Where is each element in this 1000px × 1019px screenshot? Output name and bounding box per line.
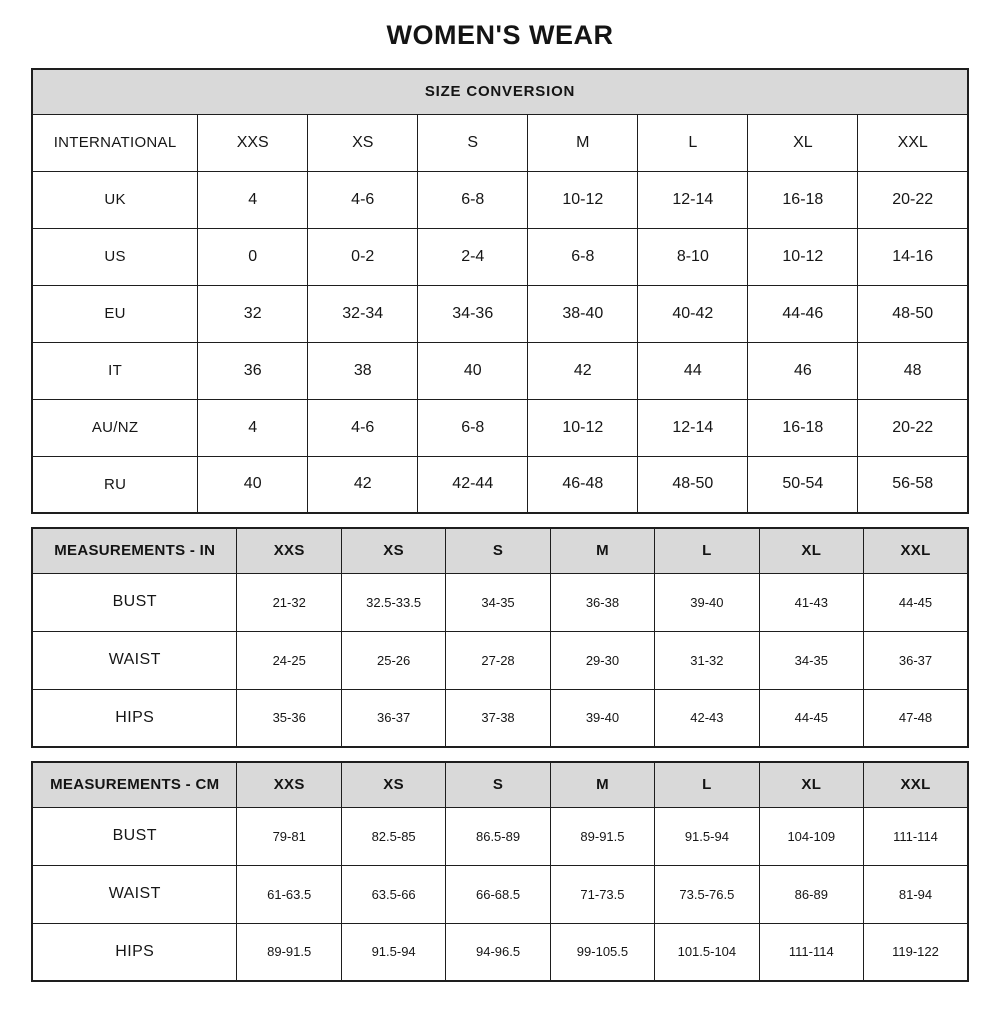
table-row-waist	[32, 865, 968, 923]
table-cell: 40	[418, 342, 528, 399]
table-cell: 4	[198, 399, 308, 456]
table-row-ru	[32, 456, 968, 513]
table-cell: 91.5-94	[341, 923, 445, 981]
table-cell: 41-43	[759, 573, 863, 631]
table-cell: 4-6	[308, 399, 418, 456]
table-cell: 21-32	[237, 573, 341, 631]
table-cell: 111-114	[759, 923, 863, 981]
table-cell: 31-32	[655, 631, 759, 689]
table-cell: 94-96.5	[446, 923, 550, 981]
table-cell: 48	[858, 342, 968, 399]
table-cell: 16-18	[748, 171, 858, 228]
row-label-eu: EU	[32, 285, 198, 342]
table-cell: 47-48	[864, 689, 968, 747]
table-row-aunz	[32, 399, 968, 456]
table-cell: 27-28	[446, 631, 550, 689]
table-cell: 36-37	[864, 631, 968, 689]
column-header-xxl: XXL	[864, 528, 968, 573]
size-conversion-banner: SIZE CONVERSION	[32, 69, 968, 114]
row-label-aunz: AU/NZ	[32, 399, 198, 456]
table-cell: 38	[308, 342, 418, 399]
table-cell: 39-40	[550, 689, 654, 747]
column-header-m: M	[550, 528, 654, 573]
table-cell: 48-50	[858, 285, 968, 342]
row-label-bust: BUST	[32, 573, 237, 631]
table-cell: 14-16	[858, 228, 968, 285]
table-cell: 6-8	[418, 171, 528, 228]
table-cell: 8-10	[638, 228, 748, 285]
table-cell: 46-48	[528, 456, 638, 513]
measurements-in-table	[31, 527, 969, 748]
column-header-row	[32, 762, 968, 807]
column-header-xl: XL	[759, 528, 863, 573]
table-cell: 36-37	[341, 689, 445, 747]
table-cell: 29-30	[550, 631, 654, 689]
table-cell: 86.5-89	[446, 807, 550, 865]
column-header-xxs: XXS	[198, 114, 308, 171]
column-header-international: INTERNATIONAL	[32, 114, 198, 171]
row-label-uk: UK	[32, 171, 198, 228]
column-header-xs: XS	[341, 528, 445, 573]
column-header-xl: XL	[759, 762, 863, 807]
table-cell: 63.5-66	[341, 865, 445, 923]
table-cell: 48-50	[638, 456, 748, 513]
table-cell: 71-73.5	[550, 865, 654, 923]
table-cell: 42	[308, 456, 418, 513]
table-cell: 61-63.5	[237, 865, 341, 923]
column-header-s: S	[446, 762, 550, 807]
column-header-xs: XS	[341, 762, 445, 807]
table-row-us	[32, 228, 968, 285]
table-cell: 0	[198, 228, 308, 285]
table-row-hips	[32, 689, 968, 747]
table-cell: 42-43	[655, 689, 759, 747]
table-cell: 34-35	[446, 573, 550, 631]
column-header-l: L	[655, 762, 759, 807]
column-header-row	[32, 114, 968, 171]
table-row-waist	[32, 631, 968, 689]
column-header-m: M	[528, 114, 638, 171]
table-cell: 36-38	[550, 573, 654, 631]
table-cell: 34-36	[418, 285, 528, 342]
column-header-s: S	[446, 528, 550, 573]
table-cell: 101.5-104	[655, 923, 759, 981]
table-cell: 44	[638, 342, 748, 399]
table-cell: 12-14	[638, 171, 748, 228]
column-header-measurements-cm: MEASUREMENTS - CM	[32, 762, 237, 807]
table-cell: 34-35	[759, 631, 863, 689]
table-cell: 16-18	[748, 399, 858, 456]
table-cell: 46	[748, 342, 858, 399]
table-cell: 32	[198, 285, 308, 342]
table-cell: 10-12	[528, 171, 638, 228]
table-cell: 44-46	[748, 285, 858, 342]
column-header-m: M	[550, 762, 654, 807]
table-cell: 44-45	[759, 689, 863, 747]
table-cell: 10-12	[748, 228, 858, 285]
column-header-xl: XL	[748, 114, 858, 171]
column-header-xxl: XXL	[864, 762, 968, 807]
table-cell: 12-14	[638, 399, 748, 456]
table-row-hips	[32, 923, 968, 981]
table-cell: 81-94	[864, 865, 968, 923]
table-cell: 40	[198, 456, 308, 513]
table-cell: 73.5-76.5	[655, 865, 759, 923]
table-cell: 2-4	[418, 228, 528, 285]
row-label-it: IT	[32, 342, 198, 399]
table-cell: 44-45	[864, 573, 968, 631]
column-header-l: L	[638, 114, 748, 171]
table-cell: 91.5-94	[655, 807, 759, 865]
table-cell: 99-105.5	[550, 923, 654, 981]
table-cell: 25-26	[341, 631, 445, 689]
table-row-uk	[32, 171, 968, 228]
table-cell: 66-68.5	[446, 865, 550, 923]
size-conversion-table	[31, 68, 969, 514]
table-cell: 39-40	[655, 573, 759, 631]
table-cell: 89-91.5	[550, 807, 654, 865]
column-header-s: S	[418, 114, 528, 171]
table-cell: 20-22	[858, 171, 968, 228]
measurements-cm-table	[31, 761, 969, 982]
column-header-measurements-in: MEASUREMENTS - IN	[32, 528, 237, 573]
page-title: WOMEN'S WEAR	[386, 20, 614, 50]
table-cell: 79-81	[237, 807, 341, 865]
row-label-hips: HIPS	[32, 689, 237, 747]
row-label-hips: HIPS	[32, 923, 237, 981]
column-header-l: L	[655, 528, 759, 573]
table-cell: 82.5-85	[341, 807, 445, 865]
table-cell: 35-36	[237, 689, 341, 747]
table-cell: 56-58	[858, 456, 968, 513]
table-row-eu	[32, 285, 968, 342]
table-cell: 111-114	[864, 807, 968, 865]
table-cell: 42	[528, 342, 638, 399]
table-cell: 37-38	[446, 689, 550, 747]
row-label-ru: RU	[32, 456, 198, 513]
table-cell: 89-91.5	[237, 923, 341, 981]
table-cell: 6-8	[528, 228, 638, 285]
column-header-xxl: XXL	[858, 114, 968, 171]
table-row-bust	[32, 573, 968, 631]
column-header-xs: XS	[308, 114, 418, 171]
row-label-us: US	[32, 228, 198, 285]
table-row-it	[32, 342, 968, 399]
table-cell: 104-109	[759, 807, 863, 865]
table-cell: 4	[198, 171, 308, 228]
row-label-bust: BUST	[32, 807, 237, 865]
table-cell: 36	[198, 342, 308, 399]
table-cell: 42-44	[418, 456, 528, 513]
column-header-row	[32, 528, 968, 573]
banner-row	[32, 69, 968, 114]
table-cell: 24-25	[237, 631, 341, 689]
table-cell: 32.5-33.5	[341, 573, 445, 631]
row-label-waist: WAIST	[32, 631, 237, 689]
column-header-xxs: XXS	[237, 762, 341, 807]
table-cell: 50-54	[748, 456, 858, 513]
table-cell: 40-42	[638, 285, 748, 342]
table-cell: 32-34	[308, 285, 418, 342]
column-header-xxs: XXS	[237, 528, 341, 573]
table-cell: 10-12	[528, 399, 638, 456]
table-cell: 86-89	[759, 865, 863, 923]
table-cell: 0-2	[308, 228, 418, 285]
table-cell: 38-40	[528, 285, 638, 342]
row-label-waist: WAIST	[32, 865, 237, 923]
table-cell: 119-122	[864, 923, 968, 981]
table-cell: 20-22	[858, 399, 968, 456]
table-cell: 6-8	[418, 399, 528, 456]
table-row-bust	[32, 807, 968, 865]
table-cell: 4-6	[308, 171, 418, 228]
